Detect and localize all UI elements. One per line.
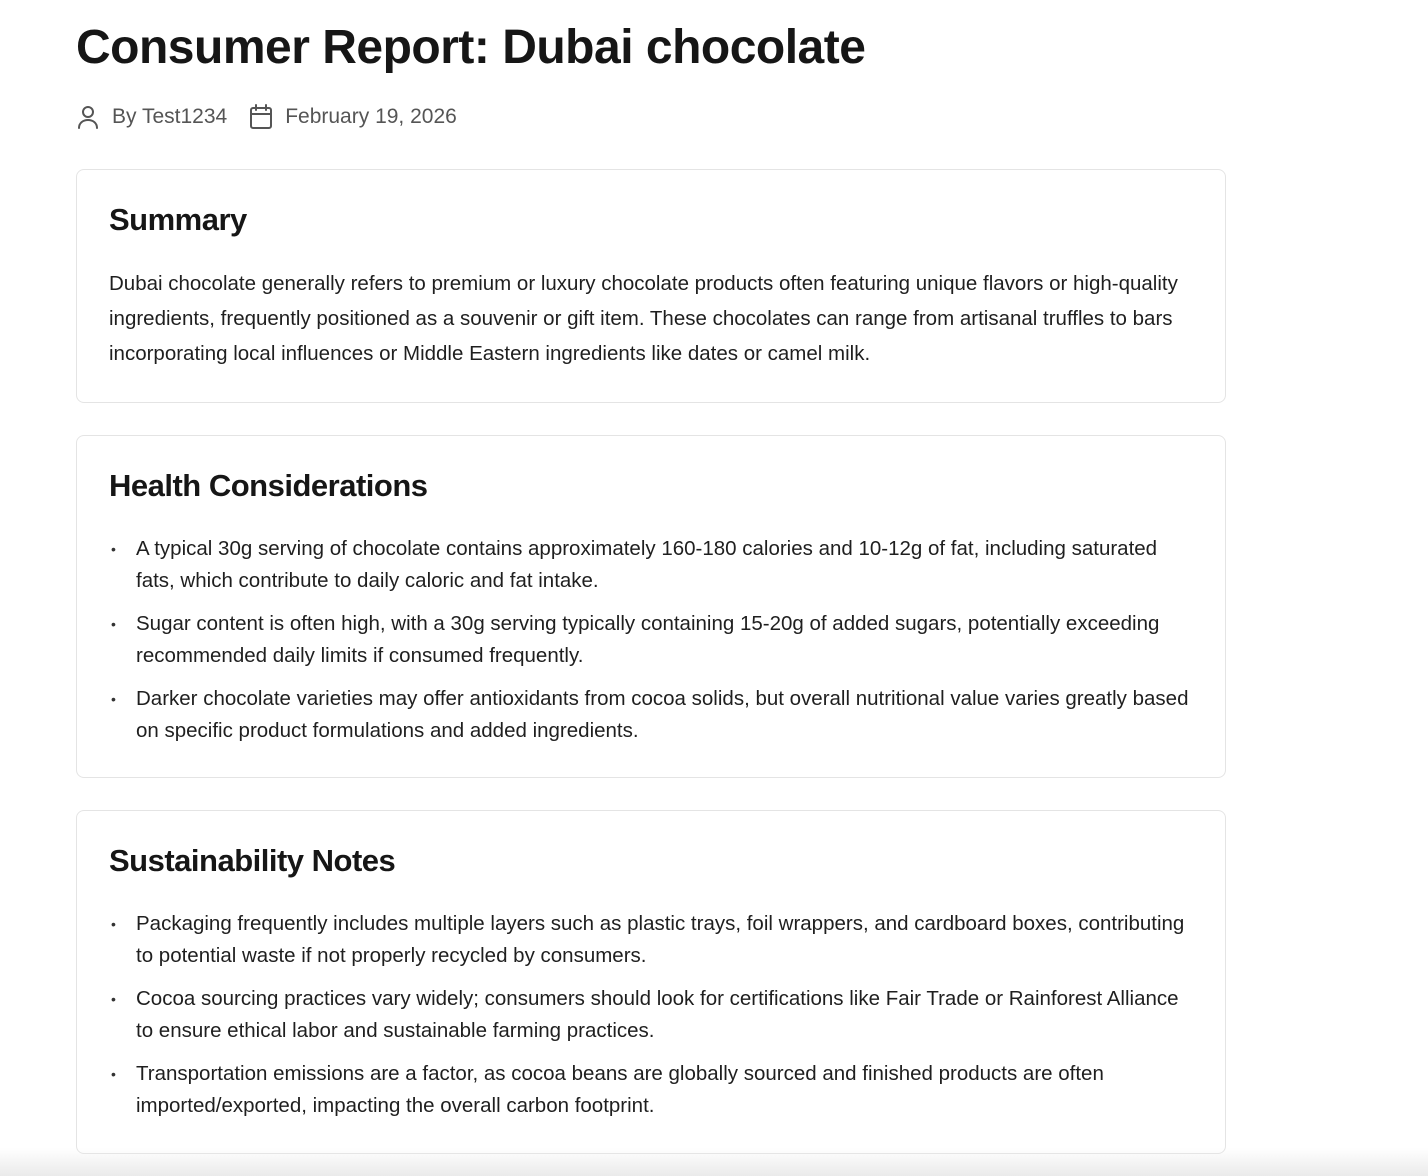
sustainability-list (109, 908, 1195, 1133)
health-list (109, 533, 1195, 758)
summary-heading: Summary (109, 202, 247, 237)
bullet-glyph: • (111, 991, 116, 1007)
bullet-glyph: • (111, 691, 116, 707)
publish-date: February 19, 2026 (285, 105, 457, 128)
summary-text: Dubai chocolate generally refers to premium or luxury chocolate products often featuring unique flavors or high-quality ingredients, frequently positioned as a souvenir or gift item. These chocolates can range from artisanal truffles to bars incorporating local influences or Middle Eastern ingredients like dates or camel milk. (109, 272, 1178, 365)
bullet-glyph: • (111, 1066, 116, 1082)
sustainability-heading: Sustainability Notes (109, 843, 396, 878)
summary-card (76, 169, 1226, 403)
article (76, 0, 1228, 1117)
bottom-fade (0, 1148, 1428, 1176)
list-item (109, 983, 1195, 1047)
list-item (109, 608, 1195, 672)
bullet-glyph: • (111, 541, 116, 557)
list-item-text: Cocoa sourcing practices vary widely; consumers should look for certifications like Fair Trade or Rainforest Alliance to ensure ethical labor and sustainable farming practices. (136, 987, 1179, 1042)
author-name: By Test1234 (112, 105, 228, 128)
health-card (76, 435, 1226, 778)
list-item (109, 533, 1195, 597)
list-item-text: Darker chocolate varieties may offer antioxidants from cocoa solids, but overall nutritional value varies greatly based on specific product formulations and added ingredients. (136, 687, 1189, 742)
user-icon (76, 104, 112, 130)
bullet-glyph: • (111, 916, 116, 932)
health-heading: Health Considerations (109, 468, 428, 503)
article-meta (76, 101, 1228, 133)
list-item (109, 908, 1195, 972)
calendar-icon (249, 104, 285, 130)
bullet-glyph: • (111, 616, 116, 632)
page-title: Consumer Report: Dubai chocolate (76, 21, 866, 74)
list-item-text: Transportation emissions are a factor, as cocoa beans are globally sourced and finished products are often imported/exported, impacting the overall carbon footprint. (136, 1062, 1104, 1117)
list-item-text: Packaging frequently includes multiple layers such as plastic trays, foil wrappers, and cardboard boxes, contributing to potential waste if not properly recycled by consumers. (136, 912, 1185, 967)
list-item-text: Sugar content is often high, with a 30g serving typically containing 15-20g of added sugars, potentially exceeding recommended daily limits if consumed frequently. (136, 612, 1160, 667)
list-item-text: A typical 30g serving of chocolate contains approximately 160-180 calories and 10-12g of fat, including saturated fats, which contribute to daily caloric and fat intake. (136, 537, 1158, 592)
author-meta (76, 104, 227, 130)
sustainability-card (76, 810, 1226, 1154)
date-meta (249, 104, 457, 130)
list-item (109, 1058, 1195, 1122)
list-item (109, 683, 1195, 747)
